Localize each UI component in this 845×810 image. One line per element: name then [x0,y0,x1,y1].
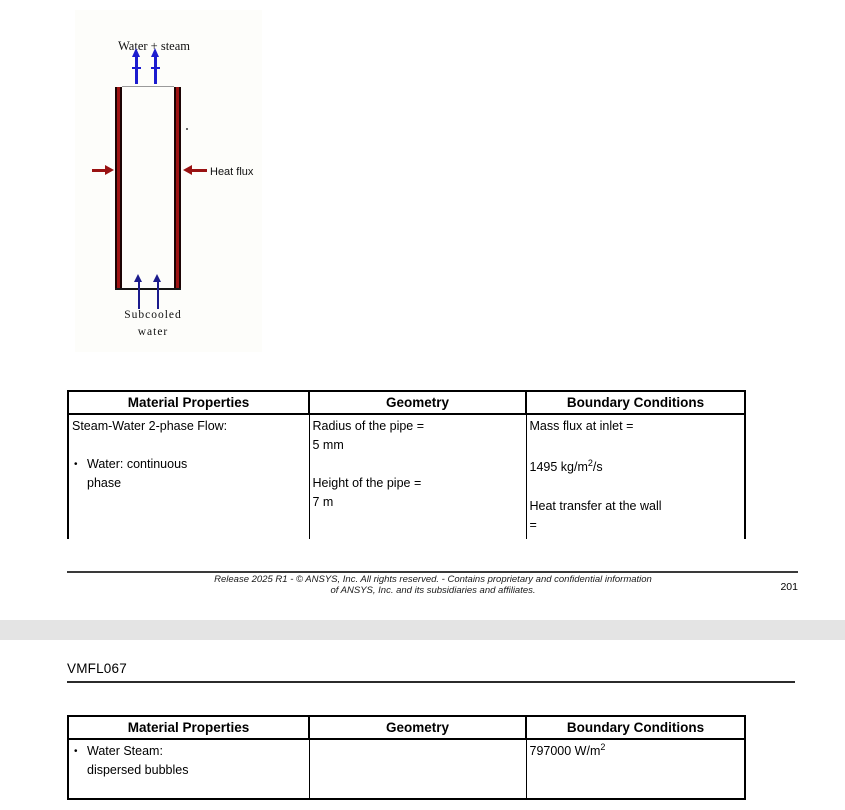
arrow-tick [151,67,160,69]
heat-flux-arrow-right-head [183,165,192,175]
column-header-boundary: Boundary Conditions [526,391,745,414]
arrow-shaft [154,57,157,84]
heat-flux-value-sup: 2 [600,741,606,752]
mass-flux-post: /s [592,460,603,474]
geometry-cell [309,414,526,539]
table-row [68,414,745,539]
blank-line [72,436,305,455]
outlet-arrow-icon [132,48,141,84]
properties-table-2 [67,715,746,800]
pipe-bottom-edge [115,288,181,290]
footer-line2: of ANSYS, Inc. and its subsidiaries and affiliates. [330,585,536,596]
column-header-geometry: Geometry [309,391,526,414]
heat-flux-value [530,742,741,761]
geometry-cell [309,739,526,799]
heat-flux-arrow-right-shaft [192,169,207,172]
pipe-diagram-figure [75,10,262,352]
subcooled-label-line1: Subcooled [124,309,182,321]
heat-flux-arrow-left-head [105,165,114,175]
subcooled-label-line2: water [137,326,169,338]
arrow-head [151,48,159,57]
bullet-text-line1: Water Steam: [87,744,163,758]
arrow-shaft [135,57,138,84]
bullet-icon: • [74,459,78,470]
boundary-text: Mass flux at inlet = [529,419,634,433]
bullet-icon: • [74,746,78,757]
geometry-text: Height of the pipe = [312,476,422,490]
material-text: Steam-Water 2-phase Flow: [72,419,228,433]
pipe-top-edge [122,86,174,87]
bullet-text-line1: Water: continuous [87,457,188,471]
pipe-wall-right [174,87,181,289]
boundary-text: Heat transfer at the wall [529,499,662,513]
material-bullet-item [72,455,305,493]
column-header-material: Material Properties [68,716,309,739]
outlet-arrow-icon [151,48,160,84]
geometry-text: Radius of the pipe = [312,419,425,433]
water-steam-label: Water + steam [118,39,190,53]
column-header-geometry: Geometry [309,716,526,739]
section-title: VMFL067 [67,661,127,676]
material-cell [68,739,309,799]
mass-flux-pre: 1495 kg/m [529,460,588,474]
page-number: 201 [780,581,798,593]
heat-flux-arrow-left-shaft [92,169,106,172]
material-bullet-item [72,742,305,780]
table-row [68,739,745,799]
geometry-text: 7 m [312,495,334,509]
speck-artifact [186,128,188,130]
footer-line1: Release 2025 R1 - © ANSYS, Inc. All rights reserved. - Contains proprietary and confidential information [214,574,652,585]
inlet-arrow-icon [153,274,162,309]
pipe-wall-left [115,87,122,289]
mass-flux-sup: 2 [587,457,593,468]
blank-line [530,477,741,497]
arrow-tick [132,67,141,69]
page-break-separator [0,620,845,640]
arrow-head [134,274,142,282]
footer-copyright [133,574,733,596]
arrow-shaft [138,282,140,309]
arrow-shaft [157,282,159,309]
material-cell [68,414,309,539]
boundary-cell [526,739,745,799]
bullet-text-line2: dispersed bubbles [87,763,189,777]
column-header-boundary: Boundary Conditions [526,716,745,739]
heat-flux-value-pre: 797000 W/m [529,744,601,758]
geometry-text: 5 mm [312,438,344,452]
blank-line [530,436,741,455]
table-header-row [68,391,745,414]
properties-table-1 [67,390,746,539]
bullet-text-line2: phase [87,476,122,490]
arrow-head [153,274,161,282]
blank-line [313,455,522,474]
section-title-rule [67,681,795,683]
footer-rule [67,571,798,573]
heat-flux-label: Heat flux [210,166,254,178]
boundary-text: = [529,518,537,532]
arrow-head [132,48,140,57]
column-header-material: Material Properties [68,391,309,414]
inlet-arrow-icon [134,274,143,309]
table-header-row [68,716,745,739]
mass-flux-value [530,458,741,477]
boundary-cell [526,414,745,539]
